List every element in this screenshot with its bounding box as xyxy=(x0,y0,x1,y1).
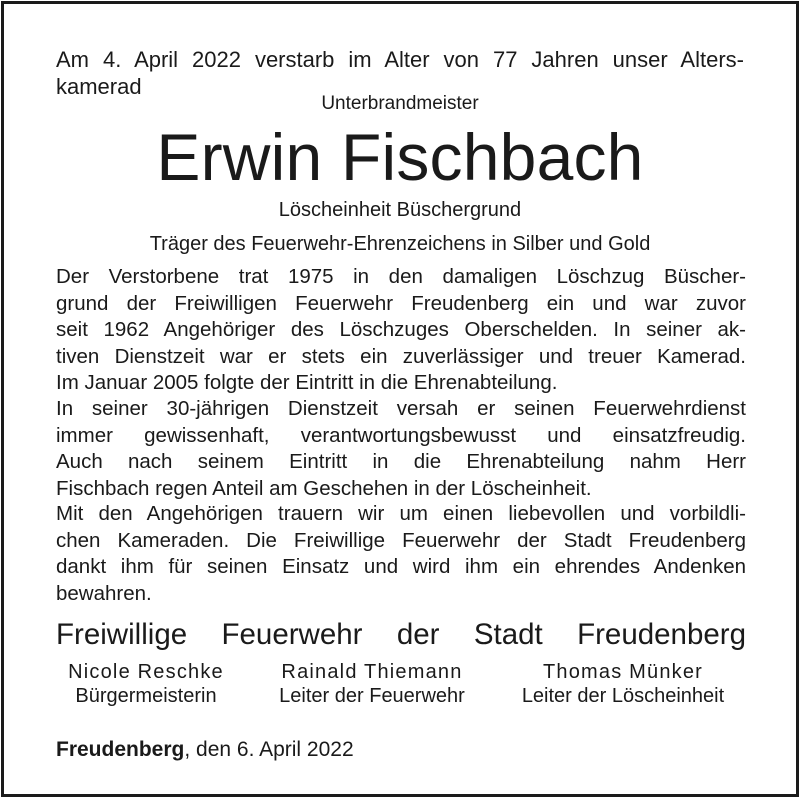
paragraph-line: immer gewissenhaft, verantwortungsbewusst und einsatzfreudig. xyxy=(56,423,746,447)
intro-line-2: kamerad xyxy=(56,74,142,99)
paragraph-line: tiven Dienstzeit war er stets ein zuverlässiger und treuer Kamerad. xyxy=(56,344,746,368)
signatory-name: Rainald Thiemann xyxy=(281,661,463,683)
signatory-name: Nicole Reschke xyxy=(68,661,224,683)
signatory-mayor xyxy=(56,660,236,708)
paragraph-career xyxy=(56,264,746,397)
award-line: Träger des Feuerwehr-Ehrenzeichens in Silber und Gold xyxy=(149,233,651,255)
paragraph-line: Mit den Angehörigen trauern wir um einen liebevollen und vorbildli- xyxy=(56,502,746,525)
paragraph-line: dankt ihm für seinen Einsatz und wird ihm ein ehrendes Andenken xyxy=(56,555,746,578)
signatory-unit-leader xyxy=(500,660,746,708)
deceased-name: Erwin Fischbach xyxy=(156,120,644,194)
signatory-fire-chief xyxy=(257,660,487,708)
paragraph-line: bewahren. xyxy=(56,581,152,605)
paragraph-service xyxy=(56,396,746,502)
paragraph-line: grund der Freiwilligen Feuerwehr Freudenberg ein und war zuvor xyxy=(56,291,746,315)
obituary-notice xyxy=(1,1,799,797)
paragraph-condolence xyxy=(56,501,746,607)
signatory-role: Bürgermeisterin xyxy=(75,685,217,707)
paragraph-line: Im Januar 2005 folgte der Eintritt in die Ehrenabteilung. xyxy=(56,371,558,394)
signatory-role: Leiter der Feuerwehr xyxy=(279,685,465,707)
paragraph-line: In seiner 30-jährigen Dienstzeit versah er seinen Feuerwehrdienst xyxy=(56,397,746,420)
paragraph-line: seit 1962 Angehöriger des Löschzuges Oberschelden. In seiner ak- xyxy=(56,318,746,341)
paragraph-line: Auch nach seinem Eintritt in die Ehrenabteilung nahm Herr xyxy=(56,450,746,473)
paragraph-line: Fischbach regen Anteil am Geschehen in der Löscheinheit. xyxy=(56,476,592,500)
unit-name: Löscheinheit Büschergrund xyxy=(278,199,522,221)
place-date xyxy=(56,736,354,763)
place-city: Freudenberg xyxy=(56,738,185,761)
intro-line-1: Am 4. April 2022 verstarb im Alter von 77 Jahren unser Alters- xyxy=(56,47,744,72)
signatory-role: Leiter der Löscheinheit xyxy=(521,685,725,707)
organization-name: Freiwillige Feuerwehr der Stadt Freudenberg xyxy=(56,618,746,651)
paragraph-line: Der Verstorbene trat 1975 in den damaligen Löschzug Büscher- xyxy=(56,265,746,288)
paragraph-line: chen Kameraden. Die Freiwillige Feuerwehr der Stadt Freudenberg xyxy=(56,528,746,552)
rank-title: Unterbrandmeister xyxy=(321,93,479,114)
signatory-name: Thomas Münker xyxy=(542,661,704,683)
place-date-text: , den 6. April 2022 xyxy=(184,738,354,761)
